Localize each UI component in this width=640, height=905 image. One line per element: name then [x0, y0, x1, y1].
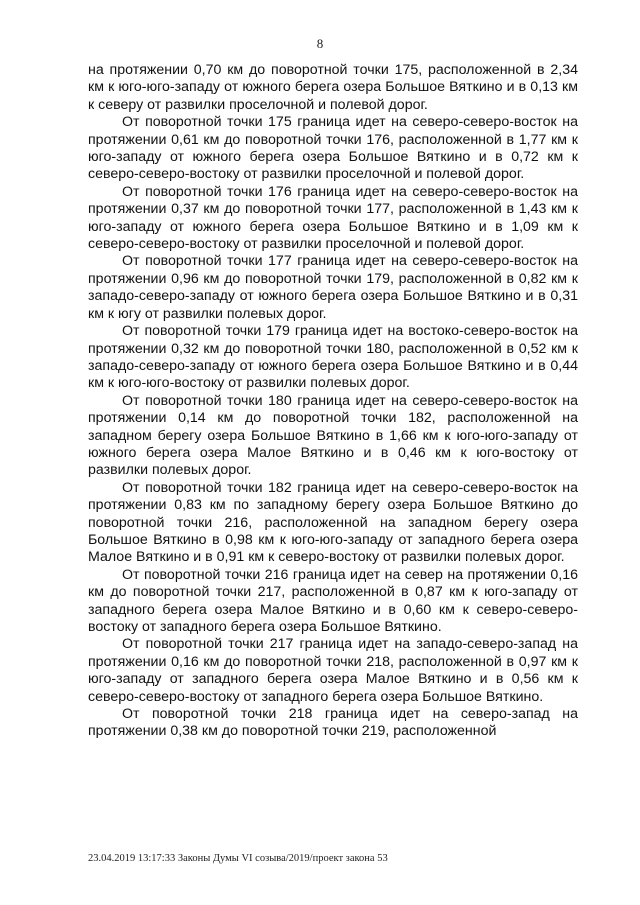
paragraph: От поворотной точки 182 граница идет на северо-северо-восток на протяжении 0,83 км по западному берегу озера Большое Вяткино до поворотной точки 216, расположенной на западном берегу озера Большое Вяткино в 0,98 км к юго-юго-западу от западного берега озера Малое Вяткино и в 0,91 км к северо-востоку от развилки полевых дорог. — [88, 479, 578, 566]
paragraph: От поворотной точки 180 граница идет на северо-северо-восток на протяжении 0,14 км до поворотной точки 182, расположенной на западном берегу озера Большое Вяткино в 1,66 км к юго-юго-западу от южного берега озера Малое Вяткино и в 0,46 км к юго-востоку от развилки полевых дорог. — [88, 392, 578, 479]
document-body — [88, 62, 578, 741]
page-number: 8 — [316, 36, 324, 51]
paragraph: От поворотной точки 176 граница идет на северо-северо-восток на протяжении 0,37 км до поворотной точки 177, расположенной в 1,43 км к юго-западу от южного берега озера Большое Вяткино и в 1,09 км к северо-северо-востоку от развилки проселочной и полевой дорог. — [88, 183, 578, 253]
paragraph: на протяжении 0,70 км до поворотной точки 175, расположенной в 2,34 км к юго-юго-западу от южного берега озера Большое Вяткино и в 0,13 км к северу от развилки проселочной и полевой дорог. — [88, 62, 578, 113]
paragraph: От поворотной точки 175 граница идет на северо-северо-восток на протяжении 0,61 км до поворотной точки 176, расположенной в 1,77 км к юго-западу от южного берега озера Большое Вяткино и в 0,72 км к северо-северо-востоку от развилки проселочной и полевой дорог. — [88, 114, 578, 183]
paragraph: От поворотной точки 177 граница идет на северо-северо-восток на протяжении 0,96 км до поворотной точки 179, расположенной в 0,82 км к западо-северо-западу от южного берега озера Большое Вяткино и в 0,31 км к югу от развилки полевых дорог. — [88, 253, 578, 322]
paragraph: От поворотной точки 216 граница идет на север на протяжении 0,16 км до поворотной точки 217, расположенной в 0,87 км к юго-западу от западного берега озера Малое Вяткино и в 0,60 км к северо-северо-востоку от западного берега озера Большое Вяткино. — [88, 566, 578, 635]
paragraph: От поворотной точки 179 граница идет на востоко-северо-восток на протяжении 0,32 км до поворотной точки 180, расположенной в 0,52 км к западо-северо-западу от южного берега озера Большое Вяткино и в 0,44 км к юго-юго-востоку от развилки полевых дорог. — [88, 323, 578, 392]
footer-stamp: 23.04.2019 13:17:33 Законы Думы VI созыва/2019/проект закона 53 — [88, 853, 388, 864]
paragraph: От поворотной точки 217 граница идет на западо-северо-запад на протяжении 0,16 км до поворотной точки 218, расположенной в 0,97 км к юго-западу от западного берега озера Малое Вяткино и в 0,56 км к северо-северо-востоку от западного берега озера Большое Вяткино. — [88, 636, 578, 705]
paragraph: От поворотной точки 218 граница идет на северо-запад на протяжении 0,38 км до поворотной точки 219, расположенной — [88, 706, 578, 740]
